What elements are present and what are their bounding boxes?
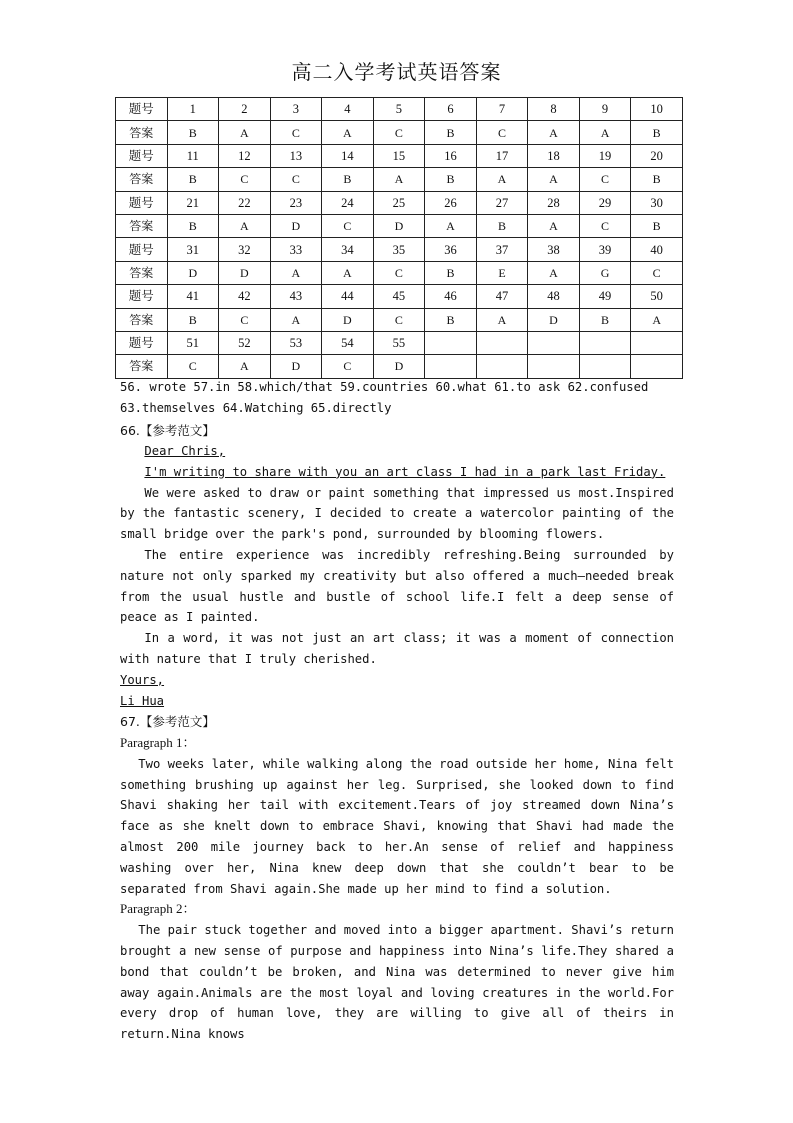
answer-cell: D: [167, 261, 219, 284]
answer-cell: C: [631, 261, 683, 284]
question-number-cell: 41: [167, 285, 219, 308]
question-number-cell: 34: [322, 238, 374, 261]
question-number-cell: 35: [373, 238, 425, 261]
question-number-cell: 51: [167, 331, 219, 354]
answer-cell: C: [270, 121, 322, 144]
answer-cell: C: [476, 121, 528, 144]
question-number-row: [116, 191, 683, 214]
question-number-cell: 16: [425, 144, 477, 167]
q67-paragraph-2-label: Paragraph 2：: [120, 901, 196, 917]
question-number-row: [116, 285, 683, 308]
answer-cell: C: [322, 355, 374, 378]
q66-paragraph-3: In a word, it was not just an art class; it was a moment of connection with nature that I truly cherished.: [120, 631, 674, 666]
answer-cell: A: [219, 355, 271, 378]
question-number-cell: 27: [476, 191, 528, 214]
answer-cell: C: [579, 168, 631, 191]
answer-cell: A: [528, 214, 580, 237]
question-number-cell: 45: [373, 285, 425, 308]
question-number-cell: 54: [322, 331, 374, 354]
letter-greeting: Dear Chris,: [144, 444, 226, 458]
letter-closing: Yours,: [120, 672, 165, 687]
question-number-cell: 26: [425, 191, 477, 214]
question-number-cell: 21: [167, 191, 219, 214]
answer-cell: C: [373, 308, 425, 331]
answer-cell: B: [322, 168, 374, 191]
answer-table: [115, 97, 683, 379]
q67-essay: [120, 733, 674, 1045]
question-number-cell: 10: [631, 98, 683, 121]
answer-cell: C: [270, 168, 322, 191]
answer-cell: [579, 355, 631, 378]
question-number-cell: 47: [476, 285, 528, 308]
row-header-cell: 题号: [116, 285, 168, 308]
question-number-row: [116, 144, 683, 167]
question-number-cell: 25: [373, 191, 425, 214]
question-number-cell: 50: [631, 285, 683, 308]
question-number-cell: 49: [579, 285, 631, 308]
answer-cell: B: [425, 261, 477, 284]
question-number-cell: [579, 331, 631, 354]
answer-cell: A: [528, 121, 580, 144]
answer-cell: C: [373, 121, 425, 144]
question-number-row: [116, 331, 683, 354]
question-number-cell: 37: [476, 238, 528, 261]
answer-cell: A: [425, 214, 477, 237]
question-number-cell: 28: [528, 191, 580, 214]
q67-paragraph-1-label: Paragraph 1：: [120, 735, 196, 750]
q66-essay: [120, 441, 674, 711]
answer-cell: A: [219, 214, 271, 237]
answer-cell: [631, 355, 683, 378]
question-number-cell: 39: [579, 238, 631, 261]
answer-cell: A: [322, 261, 374, 284]
answer-cell: B: [167, 214, 219, 237]
answer-cell: B: [631, 168, 683, 191]
answer-cell: A: [476, 168, 528, 191]
question-number-cell: 19: [579, 144, 631, 167]
question-number-cell: [528, 331, 580, 354]
question-number-cell: 29: [579, 191, 631, 214]
question-number-cell: 46: [425, 285, 477, 308]
q66-label: 66.【参考范文】: [120, 423, 215, 438]
answer-row: [116, 261, 683, 284]
q67-paragraph-2: The pair stuck together and moved into a bigger apartment. Shavi’s return brought a new sense of purpose and happiness into Nina’s life.They shared a bond that couldn’t be broken, and Nina was determined to never give him away again.Animals are the most loyal and loving creatures in the world.For every drop of human love, they are willing to give all of theirs in return.Nina knows: [120, 923, 674, 1042]
row-header-cell: 答案: [116, 308, 168, 331]
question-number-cell: 24: [322, 191, 374, 214]
question-number-cell: 23: [270, 191, 322, 214]
fill-answers-line-2: 63.themselves 64.Watching 65.directly: [120, 401, 392, 415]
question-number-cell: 14: [322, 144, 374, 167]
question-number-cell: 36: [425, 238, 477, 261]
answer-cell: D: [528, 308, 580, 331]
question-number-cell: 42: [219, 285, 271, 308]
fill-answers-line-1: 56. wrote 57.in 58.which/that 59.countries 60.what 61.to ask 62.confused: [120, 380, 649, 394]
q67-label: 67.【参考范文】: [120, 714, 215, 729]
answer-cell: [528, 355, 580, 378]
q67-paragraph-1: Two weeks later, while walking along the road outside her home, Nina felt something brushing up against her leg. Surprised, she looked down to find Shavi shaking her tail with excitement.Tears of joy streamed down Nina’s face as she knelt down to embrace Shavi, knowing that Shavi had made the almost 200 mile journey back to her.An sense of relief and happiness washing over her, Nina knew deep down that she couldn’t bear to be separated from Shavi again.She made up her mind to find a solution.: [120, 756, 674, 896]
question-number-cell: 4: [322, 98, 374, 121]
question-number-cell: 3: [270, 98, 322, 121]
answer-cell: C: [219, 168, 271, 191]
q66-paragraph-2: The entire experience was incredibly refreshing.Being surrounded by nature not only sparked my creativity but also offered a much—needed break from the usual hustle and bustle of school life.I felt a deep sense of peace as I painted.: [120, 547, 674, 625]
question-number-cell: 18: [528, 144, 580, 167]
question-number-row: [116, 238, 683, 261]
answer-row: [116, 308, 683, 331]
answer-cell: C: [373, 261, 425, 284]
answer-row: [116, 214, 683, 237]
question-number-cell: 53: [270, 331, 322, 354]
answer-cell: [425, 355, 477, 378]
answer-cell: C: [219, 308, 271, 331]
answer-cell: B: [167, 308, 219, 331]
answer-cell: B: [425, 121, 477, 144]
answer-row: [116, 168, 683, 191]
question-number-cell: 48: [528, 285, 580, 308]
question-number-cell: 2: [219, 98, 271, 121]
question-number-cell: 13: [270, 144, 322, 167]
question-number-cell: [425, 331, 477, 354]
answer-cell: B: [579, 308, 631, 331]
question-number-cell: 15: [373, 144, 425, 167]
answer-cell: B: [631, 214, 683, 237]
question-number-cell: 7: [476, 98, 528, 121]
answer-cell: A: [270, 261, 322, 284]
answer-row: [116, 355, 683, 378]
row-header-cell: 答案: [116, 214, 168, 237]
question-number-cell: 40: [631, 238, 683, 261]
answer-cell: D: [373, 355, 425, 378]
answer-cell: C: [167, 355, 219, 378]
answer-cell: A: [270, 308, 322, 331]
question-number-cell: 20: [631, 144, 683, 167]
question-number-cell: 43: [270, 285, 322, 308]
letter-signature: Li Hua: [120, 693, 165, 708]
question-number-cell: 55: [373, 331, 425, 354]
question-number-row: [116, 98, 683, 121]
answer-cell: B: [425, 308, 477, 331]
row-header-cell: 答案: [116, 121, 168, 144]
question-number-cell: 31: [167, 238, 219, 261]
answer-cell: B: [167, 168, 219, 191]
answer-cell: D: [373, 214, 425, 237]
question-number-cell: 6: [425, 98, 477, 121]
question-number-cell: 22: [219, 191, 271, 214]
row-header-cell: 题号: [116, 191, 168, 214]
answer-cell: A: [322, 121, 374, 144]
answer-cell: E: [476, 261, 528, 284]
question-number-cell: 38: [528, 238, 580, 261]
question-number-cell: 1: [167, 98, 219, 121]
row-header-cell: 题号: [116, 331, 168, 354]
answer-cell: D: [219, 261, 271, 284]
question-number-cell: 9: [579, 98, 631, 121]
question-number-cell: 44: [322, 285, 374, 308]
row-header-cell: 答案: [116, 168, 168, 191]
answer-cell: B: [425, 168, 477, 191]
question-number-cell: 30: [631, 191, 683, 214]
answer-cell: B: [167, 121, 219, 144]
answer-cell: D: [270, 355, 322, 378]
question-number-cell: 32: [219, 238, 271, 261]
answer-cell: D: [270, 214, 322, 237]
answer-cell: A: [219, 121, 271, 144]
answer-cell: A: [528, 261, 580, 284]
answer-cell: B: [476, 214, 528, 237]
row-header-cell: 题号: [116, 144, 168, 167]
question-number-cell: 52: [219, 331, 271, 354]
answer-cell: A: [631, 308, 683, 331]
question-number-cell: [631, 331, 683, 354]
answer-cell: A: [373, 168, 425, 191]
row-header-cell: 题号: [116, 98, 168, 121]
answer-cell: D: [322, 308, 374, 331]
answer-cell: A: [579, 121, 631, 144]
question-number-cell: 12: [219, 144, 271, 167]
answer-cell: [476, 355, 528, 378]
question-number-cell: [476, 331, 528, 354]
question-number-cell: 17: [476, 144, 528, 167]
q66-paragraph-1: We were asked to draw or paint something that impressed us most.Inspired by the fantastic scenery, I decided to create a watercolor painting of the small bridge over the park's pond, surrounded by blooming flowers.: [120, 485, 674, 542]
answer-cell: C: [322, 214, 374, 237]
page-title: 高二入学考试英语答案: [291, 60, 502, 84]
answer-cell: C: [579, 214, 631, 237]
row-header-cell: 答案: [116, 355, 168, 378]
letter-opening: I'm writing to share with you an art class I had in a park last Friday.: [144, 464, 666, 479]
answer-row: [116, 121, 683, 144]
question-number-cell: 5: [373, 98, 425, 121]
answer-cell: A: [476, 308, 528, 331]
answer-cell: G: [579, 261, 631, 284]
question-number-cell: 11: [167, 144, 219, 167]
row-header-cell: 题号: [116, 238, 168, 261]
answer-cell: A: [528, 168, 580, 191]
question-number-cell: 33: [270, 238, 322, 261]
answer-cell: B: [631, 121, 683, 144]
row-header-cell: 答案: [116, 261, 168, 284]
question-number-cell: 8: [528, 98, 580, 121]
